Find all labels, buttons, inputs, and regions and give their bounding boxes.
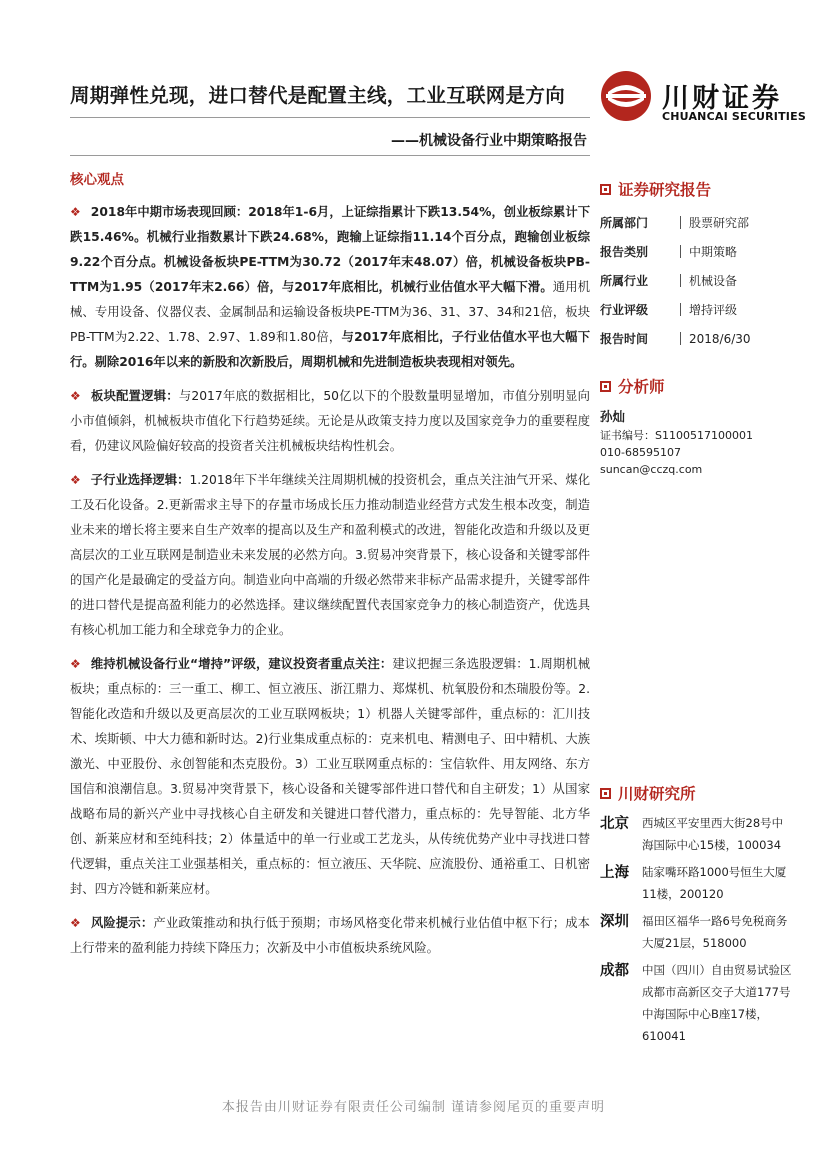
core-paragraph-5 <box>70 911 590 961</box>
paragraph-1-bold-2: 与2017年底相比，子行业估值水平也大幅下行。剔除2016年以来的新股和次新股后，周期机械和先进制造板块表现相对领先。 <box>70 330 590 369</box>
sidebar <box>600 178 800 1052</box>
info-row-industry: 所属行业 机械设备 <box>600 274 738 288</box>
paragraph-1-text: 通用机械、专用设备、仪器仪表、金属制品和运输设备板块PE-TTM为36、31、37、34和21倍，板块PB-TTM为2.22、1.78、2.97、1.89和1.80倍， <box>70 280 590 344</box>
paragraph-2-text: 与2017年底的数据相比，50亿以下的个股数量明显增加，市值分别明显向小市值倾斜，机械板块市值化下行趋势延续。无论是从政策支持力度以及国家竞争力的重要程度看，仍建议风险偏好较高的投资者关注机械板块结构性机会。 <box>70 389 590 453</box>
core-paragraph-4 <box>70 652 590 902</box>
paragraph-4-bold: 维持机械设备行业“增持”评级，建议投资者重点关注： <box>90 657 393 671</box>
report-info-heading: 证券研究报告 <box>600 178 800 200</box>
office-list <box>600 812 800 1047</box>
section-square-icon <box>600 381 611 392</box>
core-views-title: 核心观点 <box>70 172 124 188</box>
office-shanghai: 上海 陆家嘴环路1000号恒生大厦11楼，200120 <box>600 865 787 901</box>
core-views-section <box>70 168 590 970</box>
paragraph-5-text: 产业政策推动和执行低于预期；市场风格变化带来机械行业估值中枢下行；成本上行带来的盈利能力持续下降压力；次新及中小市值板块系统风险。 <box>70 916 590 955</box>
paragraph-1-bold: 2018年中期市场表现回顾：2018年1-6月，上证综指累计下跌13.54%，创业板综累计下跌15.46%。机械行业指数累计下跌24.68%，跑输上证综指11.14个百分点，跑输创业板综9.22个百分点。机械设备板块PE-TTM为30.72（2017年末48.07）倍，机械设备板块PB-TTM为1.95（2017年末2.66）倍，与2017年底相比，机械行业估值水平大幅下滑。 <box>70 205 590 294</box>
analyst-phone: 010-68595107 <box>600 446 681 459</box>
diamond-bullet-icon: ❖ <box>70 916 81 930</box>
report-info-table <box>600 208 800 353</box>
info-row-rating: 行业评级 增持评级 <box>600 303 738 317</box>
header-divider-top <box>70 117 590 118</box>
company-logo <box>600 70 806 130</box>
page-footer: 本报告由川财证券有限责任公司编制 谨请参阅尾页的重要声明 <box>221 1100 606 1115</box>
logo-english-name: CHUANCAI SECURITIES <box>662 110 806 123</box>
paragraph-3-bold: 子行业选择逻辑： <box>90 473 190 487</box>
chuancai-logo-icon <box>600 70 652 122</box>
paragraph-3-text: 1.2018年下半年继续关注周期机械的投资机会，重点关注油气开采、煤化工及石化设备。2.更新需求主导下的存量市场成长压力推动制造业经营方式发生根本改变，制造业未来的增长将主要来自生产效率的提高以及生产和盈利模式的改进，智能化改造和升级以及更高层次的工业互联网是制造业未来发展的必然方向。3.贸易冲突背景下，核心设备和关键零部件的国产化是最确定的受益方向。制造业向中高端的升级必然带来非标产品需求提升，关键零部件的进口替代是提高盈利能力的必然选择。建议继续配置代表国家竞争力的核心制造资产，优选具有核心机加工能力和全球竞争力的企业。 <box>70 473 590 637</box>
logo-chinese-name: 川财证券 <box>662 83 782 114</box>
core-paragraph-1 <box>70 200 590 375</box>
info-row-date: 报告时间 2018/6/30 <box>600 331 751 346</box>
analyst-name: 孙灿 <box>600 409 626 424</box>
report-subtitle: ——机械设备行业中期策略报告 <box>391 133 587 149</box>
info-row-category: 报告类别 中期策略 <box>600 245 738 259</box>
office-beijing: 北京 西城区平安里西大街28号中海国际中心15楼，100034 <box>600 816 784 852</box>
diamond-bullet-icon: ❖ <box>70 205 81 219</box>
office-chengdu: 成都 中国（四川）自由贸易试验区成都市高新区交子大道177号中海国际中心B座17楼，610041 <box>600 963 792 1043</box>
office-shenzhen: 深圳 福田区福华一路6号免税商务大厦21层，518000 <box>600 914 788 950</box>
paragraph-2-bold: 板块配置逻辑： <box>91 389 179 403</box>
paragraph-5-bold: 风险提示： <box>90 916 154 930</box>
analyst-heading: 分析师 <box>600 375 800 397</box>
diamond-bullet-icon: ❖ <box>70 389 82 403</box>
core-paragraph-3 <box>70 468 590 643</box>
paragraph-4-text: 建议把握三条选股逻辑：1.周期机械板块；重点标的：三一重工、柳工、恒立液压、浙江鼎力、郑煤机、杭氧股份和杰瑞股份等。2.智能化改造和升级以及更高层次的工业互联网板块；1）机器人关键零部件，重点标的：汇川技术、埃斯顿、中大力德和新时达。2)行业集成重点标的：克来机电、精测电子、田中精机、大族激光、中亚股份、永创智能和杰克股份。3）工业互联网重点标的：宝信软件、用友网络、东方国信和浪潮信息。3.贸易冲突背景下，核心设备和关键零部件进口替代和自主研发；1）从国家战略布局的新兴产业中寻找核心自主研发和关键进口替代潜力，重点标的：先导智能、北方华创、新莱应材和至纯科技；2）体量适中的单一行业或工艺龙头，从传统优势产业中寻找进口替代逻辑，重点关注工业强基相关，重点标的：恒立液压、天华院、应流股份、通裕重工、日机密封、四方冷链和新莱应材。 <box>70 657 590 896</box>
diamond-bullet-icon: ❖ <box>70 657 81 671</box>
diamond-bullet-icon: ❖ <box>70 473 81 487</box>
analyst-cert: 证书编号：S1100517100001 <box>600 429 753 442</box>
section-square-icon <box>600 184 611 195</box>
institute-heading: 川财研究所 <box>600 782 800 804</box>
analyst-email[interactable]: suncan@cczq.com <box>600 463 703 476</box>
header-divider-bottom <box>70 155 590 156</box>
report-title: 周期弹性兑现，进口替代是配置主线，工业互联网是方向 <box>70 84 566 107</box>
core-paragraph-2 <box>70 384 590 459</box>
info-row-department: 所属部门 股票研究部 <box>600 216 750 230</box>
section-square-icon <box>600 788 611 799</box>
